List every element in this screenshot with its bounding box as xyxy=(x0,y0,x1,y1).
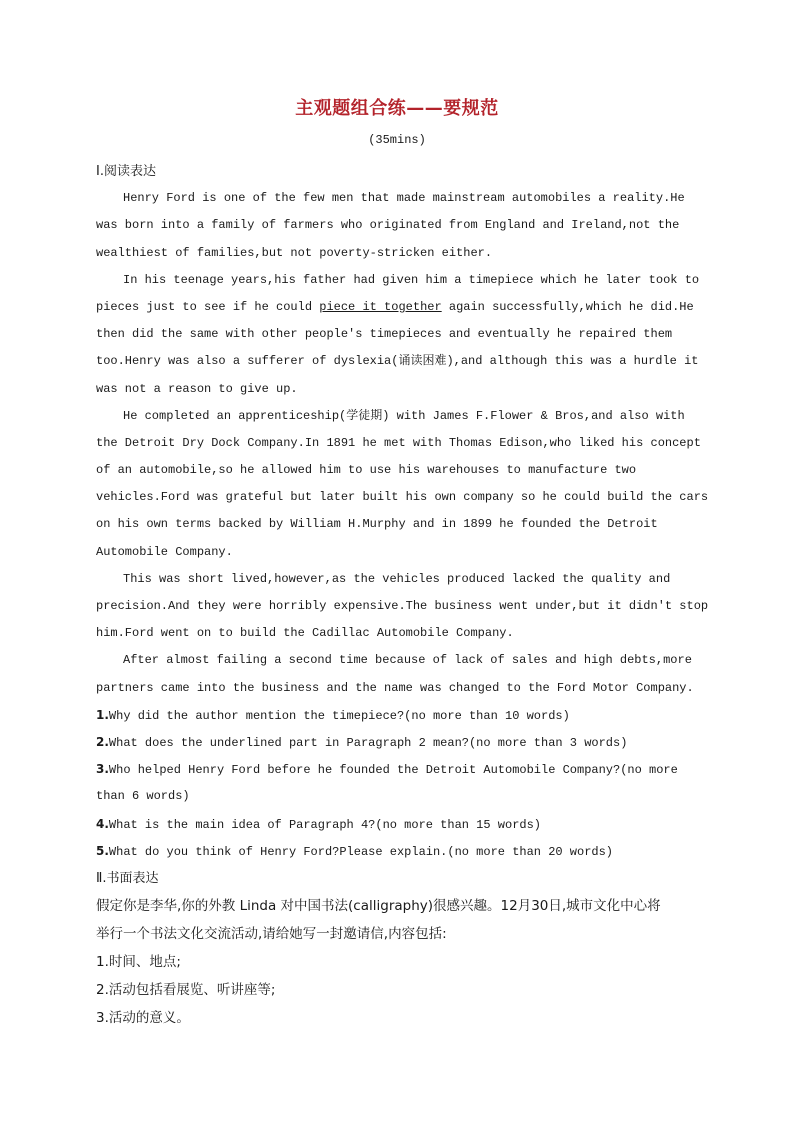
text-line: was not a reason to give up. xyxy=(96,381,298,396)
question-item xyxy=(96,811,700,838)
text-line: precision.And they were horribly expensive.The business went under,but it didn't stop xyxy=(96,599,709,613)
underlined-phrase: piece it together xyxy=(319,299,442,314)
prompt-line: 假定你是李华,你的外教 Linda 对中国书法(calligraphy)很感兴趣。12月30日,城市文化中心将 xyxy=(96,898,661,915)
paragraph-1 xyxy=(96,185,700,267)
page-title: 主观题组合练——要规范 xyxy=(295,98,499,119)
question-number: 2. xyxy=(96,734,109,749)
text-line: the Detroit Dry Dock Company.In 1891 he met with Thomas Edison,who liked his concept xyxy=(96,435,701,450)
text-line: vehicles.Ford was grateful but later built his own company so he could build the cars xyxy=(96,490,709,505)
text-line: was born into a family of farmers who originated from England and Ireland,not the xyxy=(96,218,680,233)
question-text: Why did the author mention the timepiece?(no more than 10 words) xyxy=(108,708,570,723)
paragraph-4 xyxy=(96,566,709,648)
writing-prompt xyxy=(96,892,700,1032)
text-line: He completed an apprenticeship(学徒期) with James F.Flower & Bros,and also with xyxy=(123,408,685,423)
question-text: What does the underlined part in Paragraph 2 mean?(no more than 3 words) xyxy=(108,735,628,750)
section-heading-writing: Ⅱ.书面表达 xyxy=(96,870,159,886)
question-list xyxy=(96,702,700,865)
question-item xyxy=(96,756,700,783)
text-line: After almost failing a second time because of lack of sales and high debts,more xyxy=(123,653,692,668)
text-line: him.Ford went on to build the Cadillac Automobile Company. xyxy=(96,626,514,641)
paragraph-3 xyxy=(96,403,709,566)
question-text: What do you think of Henry Ford?Please explain.(no more than 20 words) xyxy=(108,844,614,859)
text-line: of an automobile,so he allowed him to use his warehouses to manufacture two xyxy=(96,463,637,478)
prompt-item: 2.活动包括看展览、听讲座等; xyxy=(96,982,276,999)
text-line: on his own terms backed by William H.Murphy and in 1899 he founded the Detroit xyxy=(96,517,658,532)
question-text: What is the main idea of Paragraph 4?(no more than 15 words) xyxy=(108,817,541,832)
text-line: partners came into the business and the name was changed to the Ford Motor Company. xyxy=(96,680,694,695)
text-line: In his teenage years,his father had given him a timepiece which he later took to xyxy=(123,272,700,287)
question-number: 5. xyxy=(96,843,109,858)
question-text-continued: than 6 words) xyxy=(96,789,190,804)
prompt-line: 举行一个书法文化交流活动,请给她写一封邀请信,内容包括: xyxy=(96,926,447,943)
text-line: wealthiest of families,but not poverty-stricken either. xyxy=(96,245,493,260)
prompt-item: 3.活动的意义。 xyxy=(96,1010,190,1027)
text-line: This was short lived,however,as the vehicles produced lacked the quality and xyxy=(123,571,671,586)
document-body xyxy=(96,158,709,1032)
question-number: 4. xyxy=(96,816,109,831)
question-text: Who helped Henry Ford before he founded the Detroit Automobile Company?(no more xyxy=(108,763,678,778)
question-item xyxy=(96,838,700,865)
question-number: 3. xyxy=(96,762,109,777)
text-line: Automobile Company. xyxy=(96,544,233,559)
text-line: then did the same with other people's timepieces and eventually he repaired them xyxy=(96,327,673,342)
time-limit: (35mins) xyxy=(368,133,426,147)
text-line xyxy=(96,294,700,321)
question-number: 1. xyxy=(96,707,109,722)
text-span: pieces just to see if he could xyxy=(96,299,320,314)
section-heading-reading: Ⅰ.阅读表达 xyxy=(96,164,156,179)
text-span: again successfully,which he did.He xyxy=(441,299,694,314)
paragraph-5 xyxy=(96,647,700,701)
question-item xyxy=(96,702,700,729)
text-line: Henry Ford is one of the few men that made mainstream automobiles a reality.He xyxy=(123,191,685,206)
paragraph-2 xyxy=(96,267,700,403)
text-line: too.Henry was also a sufferer of dyslexia(诵读困难),and although this was a hurdle it xyxy=(96,354,699,369)
question-item xyxy=(96,729,700,756)
prompt-item: 1.时间、地点; xyxy=(96,954,181,971)
